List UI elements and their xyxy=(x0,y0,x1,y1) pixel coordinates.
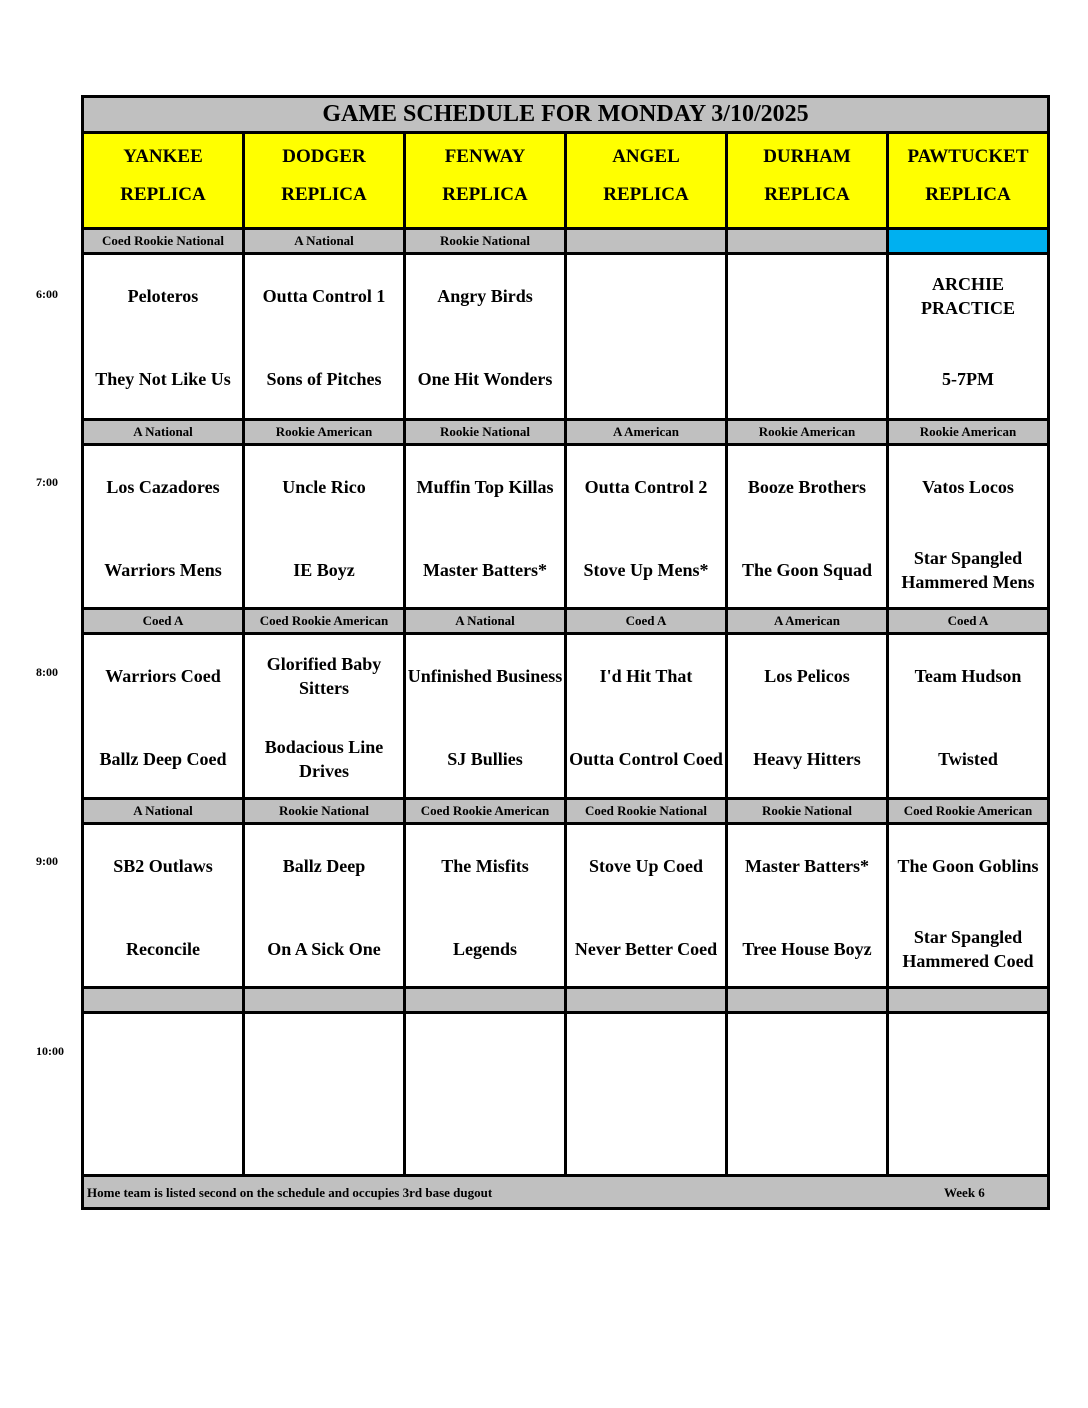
home-team xyxy=(728,1111,886,1165)
game-cell xyxy=(242,1011,403,1177)
game-cell xyxy=(403,822,564,988)
home-team: Stove Up Mens* xyxy=(583,560,709,580)
game-cell xyxy=(564,822,725,988)
home-team: Ballz Deep Coed xyxy=(99,749,227,769)
home-team: Legends xyxy=(452,939,517,959)
game-cell xyxy=(725,1011,886,1177)
division-label: Rookie National xyxy=(762,803,852,818)
home-team xyxy=(567,1111,725,1165)
away-team: Outta Control 2 xyxy=(584,477,708,497)
division-label: Rookie National xyxy=(440,424,530,439)
game-cell xyxy=(403,443,564,609)
field-name: ANGEL xyxy=(612,146,680,167)
division-cell xyxy=(242,607,403,632)
away-team: Angry Birds xyxy=(437,286,533,306)
division-cell xyxy=(564,227,725,252)
away-team: Uncle Rico xyxy=(282,477,366,497)
time-label-9: 9:00 xyxy=(36,854,58,868)
away-team xyxy=(728,269,886,323)
game-cell xyxy=(886,252,1047,418)
division-cell xyxy=(242,797,403,822)
division-label: A National xyxy=(455,613,515,628)
division-row xyxy=(84,797,1047,822)
division-cell xyxy=(564,607,725,632)
division-label: Rookie National xyxy=(440,233,530,248)
time-column xyxy=(0,0,80,1408)
division-cell xyxy=(242,227,403,252)
home-team: 5-7PM xyxy=(942,369,994,389)
division-cell xyxy=(403,418,564,443)
away-team: Muffin Top Killas xyxy=(416,477,554,497)
away-team: Stove Up Coed xyxy=(588,856,703,876)
away-team: Unfinished Business xyxy=(407,666,563,686)
home-team: Never Better Coed xyxy=(574,939,718,959)
home-team xyxy=(728,352,886,406)
away-team: ARCHIE PRACTICE xyxy=(920,274,1015,318)
field-header xyxy=(242,131,403,227)
footer-bar xyxy=(84,1174,1047,1207)
home-team: One Hit Wonders xyxy=(417,369,553,389)
game-cell xyxy=(725,632,886,798)
division-label: A American xyxy=(773,613,841,628)
home-team: Sons of Pitches xyxy=(266,369,382,389)
home-team: Master Batters* xyxy=(422,560,548,580)
division-label: Coed A xyxy=(142,613,184,628)
division-cell xyxy=(725,607,886,632)
division-row xyxy=(84,227,1047,252)
home-team: Warriors Mens xyxy=(104,560,222,580)
home-team: Heavy Hitters xyxy=(753,749,861,769)
home-team: Star Spangled Hammered Mens xyxy=(901,548,1035,592)
game-row xyxy=(84,1011,1047,1177)
division-label: Rookie American xyxy=(275,424,373,439)
away-team: Master Batters* xyxy=(744,856,870,876)
home-team: On A Sick One xyxy=(267,939,381,959)
field-header xyxy=(725,131,886,227)
away-team: SB2 Outlaws xyxy=(113,856,213,876)
away-team: Peloteros xyxy=(127,286,199,306)
division-cell xyxy=(84,227,242,252)
game-cell xyxy=(84,822,242,988)
field-header xyxy=(84,131,242,227)
field-sub: REPLICA xyxy=(120,184,206,205)
game-cell xyxy=(564,443,725,609)
division-label: Rookie American xyxy=(919,424,1017,439)
away-team xyxy=(889,1028,1047,1082)
division-cell xyxy=(564,797,725,822)
game-row xyxy=(84,632,1047,798)
division-label: A American xyxy=(612,424,680,439)
game-row xyxy=(84,822,1047,988)
away-team: Outta Control 1 xyxy=(262,286,386,306)
division-label: Coed Rookie National xyxy=(584,803,708,818)
away-team: Ballz Deep xyxy=(282,856,366,876)
division-row xyxy=(84,607,1047,632)
division-cell xyxy=(886,797,1047,822)
game-cell xyxy=(84,632,242,798)
game-cell xyxy=(886,632,1047,798)
field-sub: REPLICA xyxy=(442,184,528,205)
away-team xyxy=(728,1028,886,1082)
footer-note: Home team is listed second on the schedule and occupies 3rd base dugout xyxy=(87,1185,493,1200)
division-label: A National xyxy=(133,424,193,439)
division-cell-highlight xyxy=(886,227,1047,252)
away-team: I'd Hit That xyxy=(599,666,693,686)
division-cell xyxy=(725,986,886,1011)
home-team xyxy=(567,352,725,406)
game-cell xyxy=(564,252,725,418)
field-header xyxy=(564,131,725,227)
division-label: A National xyxy=(294,233,354,248)
division-cell xyxy=(886,418,1047,443)
game-cell xyxy=(403,1011,564,1177)
division-row xyxy=(84,418,1047,443)
field-name: PAWTUCKET xyxy=(907,146,1029,167)
division-label: Coed A xyxy=(625,613,667,628)
division-cell xyxy=(564,418,725,443)
game-cell xyxy=(242,632,403,798)
game-cell xyxy=(242,822,403,988)
division-label: Rookie National xyxy=(279,803,369,818)
field-sub: REPLICA xyxy=(925,184,1011,205)
game-cell xyxy=(84,252,242,418)
field-sub: REPLICA xyxy=(603,184,689,205)
away-team: Los Pelicos xyxy=(764,666,850,686)
game-cell xyxy=(886,443,1047,609)
away-team: Booze Brothers xyxy=(747,477,867,497)
home-team: Reconcile xyxy=(126,939,200,959)
field-name: YANKEE xyxy=(123,146,203,167)
away-team: Team Hudson xyxy=(914,666,1022,686)
away-team xyxy=(245,1028,403,1082)
away-team xyxy=(406,1028,564,1082)
home-team: IE Boyz xyxy=(293,560,355,580)
division-label: Coed Rookie American xyxy=(420,803,550,818)
time-label-10: 10:00 xyxy=(36,1044,64,1058)
division-cell xyxy=(886,986,1047,1011)
away-team: The Goon Goblins xyxy=(897,856,1039,876)
division-label: Coed Rookie American xyxy=(259,613,389,628)
field-sub: REPLICA xyxy=(764,184,850,205)
away-team: Glorified Baby Sitters xyxy=(266,654,382,698)
home-team: The Goon Squad xyxy=(741,560,873,580)
time-label-7: 7:00 xyxy=(36,475,58,489)
division-label: A National xyxy=(133,803,193,818)
division-cell xyxy=(403,227,564,252)
game-cell xyxy=(725,443,886,609)
division-cell xyxy=(725,418,886,443)
home-team xyxy=(406,1111,564,1165)
home-team: Outta Control Coed xyxy=(569,749,723,769)
game-cell xyxy=(886,822,1047,988)
game-cell xyxy=(725,252,886,418)
game-cell xyxy=(725,822,886,988)
home-team: Tree House Boyz xyxy=(742,939,872,959)
field-sub: REPLICA xyxy=(281,184,367,205)
away-team xyxy=(567,1028,725,1082)
game-cell xyxy=(403,252,564,418)
away-team: Los Cazadores xyxy=(106,477,220,497)
game-cell xyxy=(242,252,403,418)
game-cell xyxy=(242,443,403,609)
home-team: Twisted xyxy=(938,749,998,769)
division-cell xyxy=(886,607,1047,632)
division-cell xyxy=(725,797,886,822)
away-team: Vatos Locos xyxy=(922,477,1014,497)
home-team: They Not Like Us xyxy=(95,369,231,389)
game-cell xyxy=(84,443,242,609)
game-cell xyxy=(403,632,564,798)
game-cell xyxy=(84,1011,242,1177)
home-team xyxy=(889,1111,1047,1165)
time-label-8: 8:00 xyxy=(36,665,58,679)
game-cell xyxy=(886,1011,1047,1177)
division-cell xyxy=(242,986,403,1011)
division-label: Rookie American xyxy=(758,424,856,439)
division-label: Coed A xyxy=(947,613,989,628)
home-team: Bodacious Line Drives xyxy=(264,737,384,781)
field-header xyxy=(886,131,1047,227)
schedule-title: GAME SCHEDULE FOR MONDAY 3/10/2025 xyxy=(84,98,1047,131)
away-team: Warriors Coed xyxy=(105,666,221,686)
division-cell xyxy=(84,418,242,443)
field-name: DODGER xyxy=(282,146,366,167)
division-row xyxy=(84,986,1047,1011)
division-label: Coed Rookie American xyxy=(903,803,1033,818)
division-label: Coed Rookie National xyxy=(101,233,225,248)
game-cell xyxy=(564,1011,725,1177)
field-name: DURHAM xyxy=(763,146,851,167)
division-cell xyxy=(564,986,725,1011)
home-team xyxy=(245,1111,403,1165)
game-row xyxy=(84,252,1047,418)
field-header xyxy=(403,131,564,227)
game-row xyxy=(84,443,1047,609)
field-header-row xyxy=(84,131,1047,227)
away-team xyxy=(567,269,725,323)
away-team: The Misfits xyxy=(441,856,529,876)
home-team xyxy=(84,1111,242,1165)
division-cell xyxy=(84,797,242,822)
week-label: Week 6 xyxy=(944,1185,985,1200)
division-cell xyxy=(403,797,564,822)
division-cell xyxy=(403,607,564,632)
home-team: SJ Bullies xyxy=(447,749,523,769)
division-cell xyxy=(725,227,886,252)
schedule-table xyxy=(81,95,1050,1210)
division-cell xyxy=(242,418,403,443)
division-cell xyxy=(84,986,242,1011)
field-name: FENWAY xyxy=(444,146,526,167)
time-label-6: 6:00 xyxy=(36,287,58,301)
division-cell xyxy=(403,986,564,1011)
home-team: Star Spangled Hammered Coed xyxy=(902,927,1034,971)
away-team xyxy=(84,1028,242,1082)
game-cell xyxy=(564,632,725,798)
division-cell xyxy=(84,607,242,632)
